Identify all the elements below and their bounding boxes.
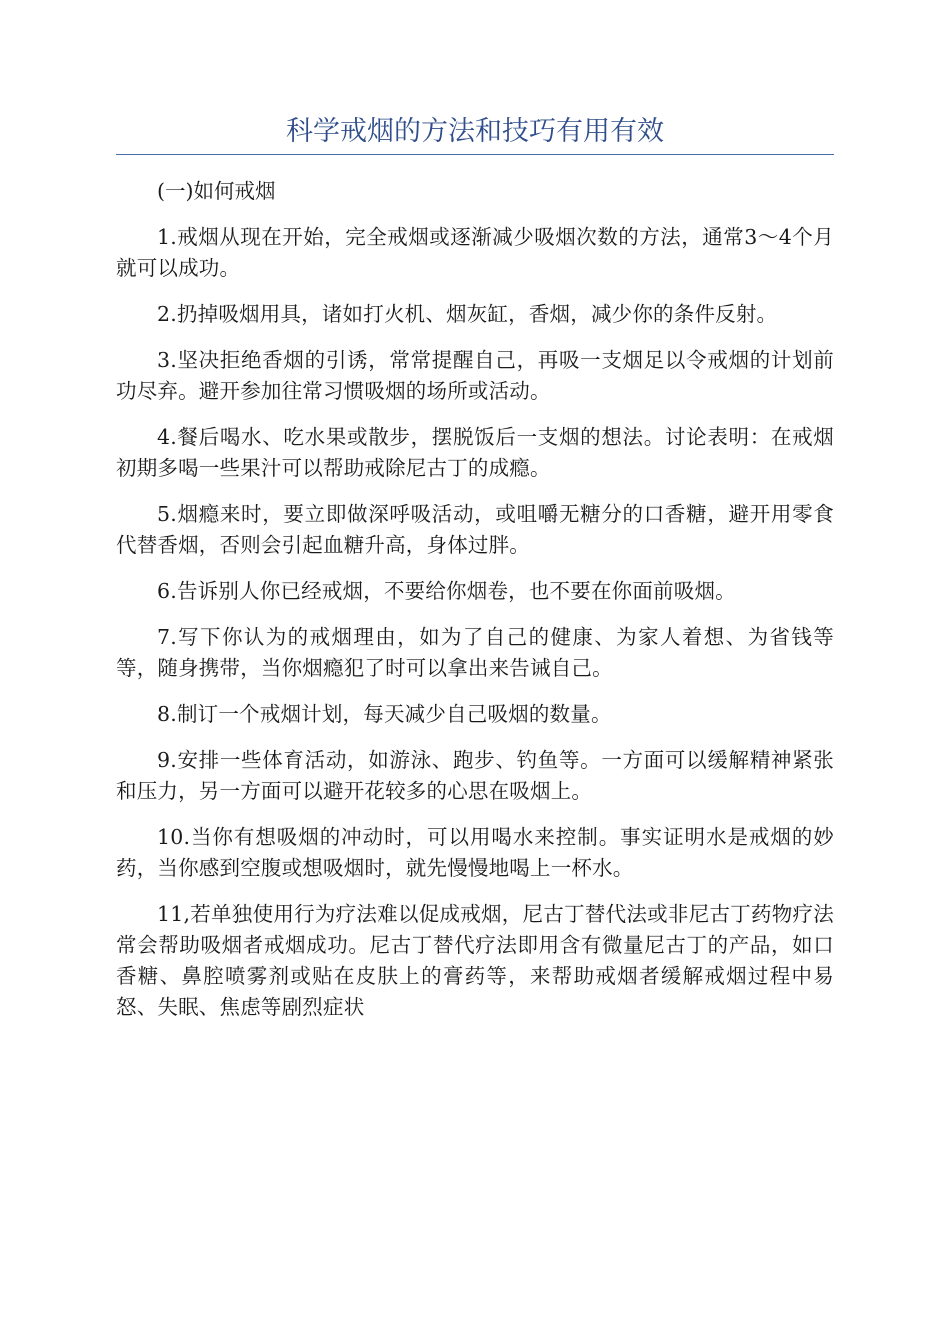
paragraph-6: 6.告诉别人你已经戒烟，不要给你烟卷，也不要在你面前吸烟。: [157, 579, 736, 603]
paragraph-9: 9.安排一些体育活动，如游泳、跑步、钓鱼等。一方面可以缓解精神紧张和压力，另一方面可以避开花较多的心思在吸烟上。: [116, 748, 834, 803]
section-heading: (一)如何戒烟: [157, 179, 276, 203]
paragraph-8: 8.制订一个戒烟计划，每天减少自己吸烟的数量。: [157, 702, 612, 726]
paragraph-11: 11,若单独使用行为疗法难以促成戒烟，尼古丁替代法或非尼古丁药物疗法常会帮助吸烟者戒烟成功。尼古丁替代疗法即用含有微量尼古丁的产品，如口香糖、鼻腔喷雾剂或贴在皮肤上的膏药等，来帮助戒烟者缓解戒烟过程中易怒、失眠、焦虑等剧烈症状: [116, 902, 834, 1019]
paragraph-7: 7.写下你认为的戒烟理由，如为了自己的健康、为家人着想、为省钱等等，随身携带，当你烟瘾犯了时可以拿出来告诫自己。: [116, 625, 834, 680]
document-title: 科学戒烟的方法和技巧有用有效: [286, 116, 664, 147]
paragraph-10: 10.当你有想吸烟的冲动时，可以用喝水来控制。事实证明水是戒烟的妙药，当你感到空腹或想吸烟时，就先慢慢地喝上一杯水。: [116, 825, 834, 880]
paragraph-5: 5.烟瘾来时，要立即做深呼吸活动，或咀嚼无糖分的口香糖，避开用零食代替香烟，否则会引起血糖升高，身体过胖。: [116, 502, 834, 557]
paragraph-1: 1.戒烟从现在开始，完全戒烟或逐渐减少吸烟次数的方法，通常3～4个月就可以成功。: [116, 225, 834, 280]
paragraph-4: 4.餐后喝水、吃水果或散步，摆脱饭后一支烟的想法。讨论表明：在戒烟初期多喝一些果汁可以帮助戒除尼古丁的成瘾。: [116, 425, 834, 480]
title-underline: [116, 154, 834, 155]
document-body: [116, 176, 834, 1038]
paragraph-2: 2.扔掉吸烟用具，诸如打火机、烟灰缸，香烟，减少你的条件反射。: [157, 302, 778, 326]
paragraph-3: 3.坚决拒绝香烟的引诱，常常提醒自己，再吸一支烟足以令戒烟的计划前功尽弃。避开参加往常习惯吸烟的场所或活动。: [116, 348, 834, 403]
